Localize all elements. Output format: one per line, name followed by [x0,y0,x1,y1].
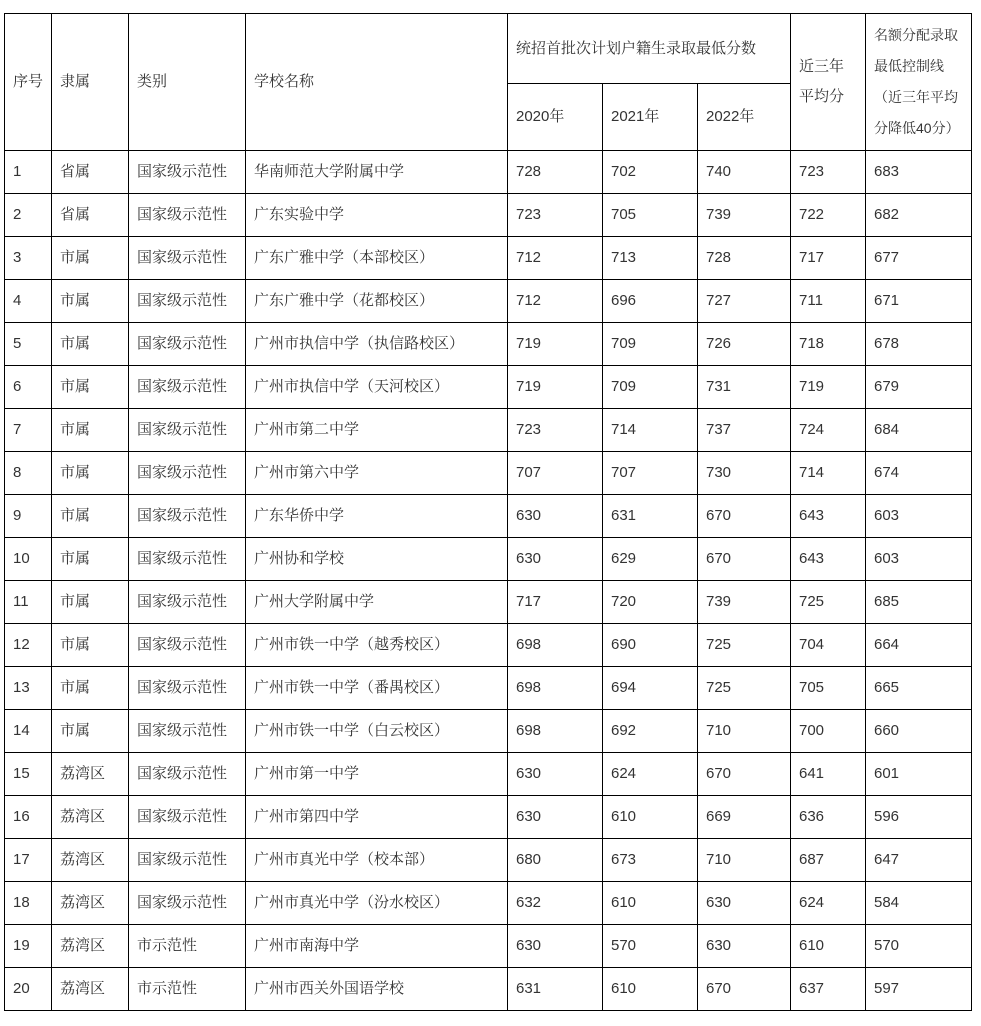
cell-quota-line: 596 [866,796,972,839]
cell-school-name: 广东广雅中学（本部校区） [246,237,508,280]
table-row [5,624,972,667]
cell-score-2021: 713 [603,237,698,280]
table-row [5,194,972,237]
table-row [5,581,972,624]
cell-affiliation: 荔湾区 [52,925,129,968]
cell-category: 国家级示范性 [129,839,246,882]
cell-index: 9 [5,495,52,538]
cell-score-2022: 725 [698,624,791,667]
cell-category: 国家级示范性 [129,366,246,409]
cell-index: 3 [5,237,52,280]
cell-score-2020: 717 [508,581,603,624]
cell-quota-line: 570 [866,925,972,968]
cell-quota-line: 685 [866,581,972,624]
table-row [5,753,972,796]
cell-quota-line: 671 [866,280,972,323]
cell-score-2021: 714 [603,409,698,452]
cell-score-2022: 739 [698,194,791,237]
cell-avg-score: 723 [791,151,866,194]
cell-avg-score: 705 [791,667,866,710]
cell-score-2021: 624 [603,753,698,796]
cell-affiliation: 市属 [52,538,129,581]
cell-affiliation: 市属 [52,581,129,624]
cell-affiliation: 市属 [52,710,129,753]
cell-index: 19 [5,925,52,968]
cell-avg-score: 725 [791,581,866,624]
cell-index: 2 [5,194,52,237]
cell-affiliation: 荔湾区 [52,968,129,1011]
cell-score-2020: 712 [508,280,603,323]
admission-scores-table [4,13,972,1011]
cell-score-2021: 690 [603,624,698,667]
cell-index: 16 [5,796,52,839]
cell-category: 国家级示范性 [129,796,246,839]
cell-school-name: 广州市南海中学 [246,925,508,968]
table-row [5,538,972,581]
cell-score-2020: 698 [508,667,603,710]
cell-score-2022: 670 [698,538,791,581]
cell-score-2022: 670 [698,753,791,796]
cell-school-name: 广东广雅中学（花都校区） [246,280,508,323]
cell-quota-line: 665 [866,667,972,710]
header-year-2022: 2022年 [698,84,791,151]
cell-category: 国家级示范性 [129,409,246,452]
cell-category: 国家级示范性 [129,237,246,280]
cell-avg-score: 711 [791,280,866,323]
cell-score-2021: 610 [603,796,698,839]
cell-index: 5 [5,323,52,366]
cell-category: 国家级示范性 [129,452,246,495]
cell-quota-line: 684 [866,409,972,452]
cell-category: 国家级示范性 [129,323,246,366]
cell-score-2022: 630 [698,882,791,925]
cell-avg-score: 641 [791,753,866,796]
header-category: 类别 [129,14,246,151]
cell-school-name: 广州市第一中学 [246,753,508,796]
cell-score-2022: 737 [698,409,791,452]
table-row [5,409,972,452]
table-row [5,968,972,1011]
cell-avg-score: 722 [791,194,866,237]
cell-category: 国家级示范性 [129,624,246,667]
cell-quota-line: 683 [866,151,972,194]
cell-index: 13 [5,667,52,710]
cell-score-2020: 630 [508,925,603,968]
cell-score-2020: 630 [508,538,603,581]
cell-quota-line: 677 [866,237,972,280]
cell-score-2020: 630 [508,495,603,538]
cell-score-2020: 698 [508,710,603,753]
cell-index: 1 [5,151,52,194]
header-row-top [5,14,972,84]
cell-school-name: 广州市第六中学 [246,452,508,495]
cell-category: 国家级示范性 [129,151,246,194]
cell-score-2020: 630 [508,796,603,839]
cell-score-2021: 610 [603,882,698,925]
cell-index: 15 [5,753,52,796]
header-affiliation: 隶属 [52,14,129,151]
cell-school-name: 广东实验中学 [246,194,508,237]
cell-quota-line: 584 [866,882,972,925]
cell-school-name: 广州大学附属中学 [246,581,508,624]
table-header [5,14,972,151]
cell-affiliation: 市属 [52,280,129,323]
cell-avg-score: 637 [791,968,866,1011]
cell-score-2020: 698 [508,624,603,667]
cell-score-2020: 680 [508,839,603,882]
cell-index: 14 [5,710,52,753]
cell-affiliation: 市属 [52,366,129,409]
cell-score-2022: 730 [698,452,791,495]
cell-score-2022: 727 [698,280,791,323]
cell-quota-line: 603 [866,538,972,581]
header-avg-score: 近三年平均分 [791,14,866,151]
cell-avg-score: 700 [791,710,866,753]
cell-index: 18 [5,882,52,925]
cell-index: 11 [5,581,52,624]
cell-score-2020: 719 [508,366,603,409]
cell-quota-line: 679 [866,366,972,409]
cell-avg-score: 643 [791,495,866,538]
cell-score-2020: 632 [508,882,603,925]
table-row [5,452,972,495]
cell-school-name: 广州市铁一中学（番禺校区） [246,667,508,710]
cell-affiliation: 市属 [52,237,129,280]
header-year-2021: 2021年 [603,84,698,151]
cell-score-2021: 629 [603,538,698,581]
table-row [5,796,972,839]
cell-score-2021: 631 [603,495,698,538]
cell-avg-score: 714 [791,452,866,495]
cell-score-2021: 707 [603,452,698,495]
cell-quota-line: 660 [866,710,972,753]
cell-score-2022: 710 [698,839,791,882]
cell-school-name: 广州市执信中学（天河校区） [246,366,508,409]
cell-quota-line: 647 [866,839,972,882]
cell-category: 市示范性 [129,968,246,1011]
cell-avg-score: 724 [791,409,866,452]
cell-affiliation: 市属 [52,409,129,452]
cell-category: 市示范性 [129,925,246,968]
header-year-2020: 2020年 [508,84,603,151]
cell-category: 国家级示范性 [129,194,246,237]
cell-category: 国家级示范性 [129,667,246,710]
cell-category: 国家级示范性 [129,753,246,796]
cell-affiliation: 市属 [52,667,129,710]
cell-score-2022: 739 [698,581,791,624]
cell-affiliation: 市属 [52,452,129,495]
cell-affiliation: 省属 [52,194,129,237]
cell-category: 国家级示范性 [129,538,246,581]
table-row [5,366,972,409]
cell-school-name: 广州市铁一中学（越秀校区） [246,624,508,667]
cell-index: 8 [5,452,52,495]
cell-score-2021: 673 [603,839,698,882]
cell-avg-score: 717 [791,237,866,280]
cell-score-2020: 728 [508,151,603,194]
cell-affiliation: 荔湾区 [52,882,129,925]
cell-avg-score: 687 [791,839,866,882]
cell-school-name: 广州市真光中学（校本部） [246,839,508,882]
cell-score-2022: 670 [698,968,791,1011]
table-row [5,925,972,968]
cell-affiliation: 荔湾区 [52,839,129,882]
header-school-name: 学校名称 [246,14,508,151]
cell-score-2022: 710 [698,710,791,753]
cell-affiliation: 荔湾区 [52,796,129,839]
cell-score-2021: 692 [603,710,698,753]
cell-category: 国家级示范性 [129,280,246,323]
table-row [5,280,972,323]
cell-category: 国家级示范性 [129,581,246,624]
table-row [5,710,972,753]
cell-index: 20 [5,968,52,1011]
cell-affiliation: 荔湾区 [52,753,129,796]
header-scores-group: 统招首批次计划户籍生录取最低分数 [508,14,791,84]
cell-score-2021: 720 [603,581,698,624]
cell-avg-score: 636 [791,796,866,839]
cell-quota-line: 664 [866,624,972,667]
cell-school-name: 广州市第二中学 [246,409,508,452]
cell-affiliation: 市属 [52,323,129,366]
cell-affiliation: 市属 [52,624,129,667]
cell-school-name: 广州市第四中学 [246,796,508,839]
cell-avg-score: 624 [791,882,866,925]
cell-avg-score: 643 [791,538,866,581]
cell-index: 7 [5,409,52,452]
cell-category: 国家级示范性 [129,710,246,753]
cell-score-2022: 669 [698,796,791,839]
cell-quota-line: 601 [866,753,972,796]
cell-score-2021: 694 [603,667,698,710]
cell-avg-score: 718 [791,323,866,366]
cell-score-2021: 702 [603,151,698,194]
table-row [5,667,972,710]
cell-quota-line: 682 [866,194,972,237]
header-quota-line: 名额分配录取最低控制线（近三年平均分降低40分） [866,14,972,151]
cell-score-2022: 740 [698,151,791,194]
cell-score-2020: 630 [508,753,603,796]
cell-avg-score: 719 [791,366,866,409]
cell-score-2021: 570 [603,925,698,968]
table-row [5,323,972,366]
cell-score-2021: 610 [603,968,698,1011]
cell-quota-line: 603 [866,495,972,538]
cell-score-2022: 731 [698,366,791,409]
cell-quota-line: 678 [866,323,972,366]
cell-school-name: 广州市西关外国语学校 [246,968,508,1011]
cell-score-2020: 723 [508,194,603,237]
cell-score-2021: 709 [603,323,698,366]
cell-score-2022: 725 [698,667,791,710]
cell-school-name: 广州市执信中学（执信路校区） [246,323,508,366]
cell-score-2020: 719 [508,323,603,366]
cell-score-2020: 723 [508,409,603,452]
table-row [5,237,972,280]
cell-index: 12 [5,624,52,667]
cell-avg-score: 610 [791,925,866,968]
cell-category: 国家级示范性 [129,882,246,925]
header-index: 序号 [5,14,52,151]
cell-score-2020: 631 [508,968,603,1011]
cell-score-2022: 630 [698,925,791,968]
cell-score-2021: 709 [603,366,698,409]
cell-score-2022: 726 [698,323,791,366]
cell-school-name: 广州协和学校 [246,538,508,581]
cell-score-2022: 728 [698,237,791,280]
table-body [5,151,972,1011]
cell-index: 6 [5,366,52,409]
cell-score-2021: 705 [603,194,698,237]
table-row [5,495,972,538]
cell-school-name: 广东华侨中学 [246,495,508,538]
cell-category: 国家级示范性 [129,495,246,538]
cell-school-name: 广州市真光中学（汾水校区） [246,882,508,925]
cell-score-2022: 670 [698,495,791,538]
table-row [5,151,972,194]
cell-school-name: 广州市铁一中学（白云校区） [246,710,508,753]
table-row [5,882,972,925]
cell-score-2021: 696 [603,280,698,323]
cell-score-2020: 712 [508,237,603,280]
cell-affiliation: 市属 [52,495,129,538]
cell-avg-score: 704 [791,624,866,667]
cell-school-name: 华南师范大学附属中学 [246,151,508,194]
cell-affiliation: 省属 [52,151,129,194]
cell-index: 10 [5,538,52,581]
cell-score-2020: 707 [508,452,603,495]
cell-index: 4 [5,280,52,323]
cell-quota-line: 674 [866,452,972,495]
cell-index: 17 [5,839,52,882]
cell-quota-line: 597 [866,968,972,1011]
table-row [5,839,972,882]
